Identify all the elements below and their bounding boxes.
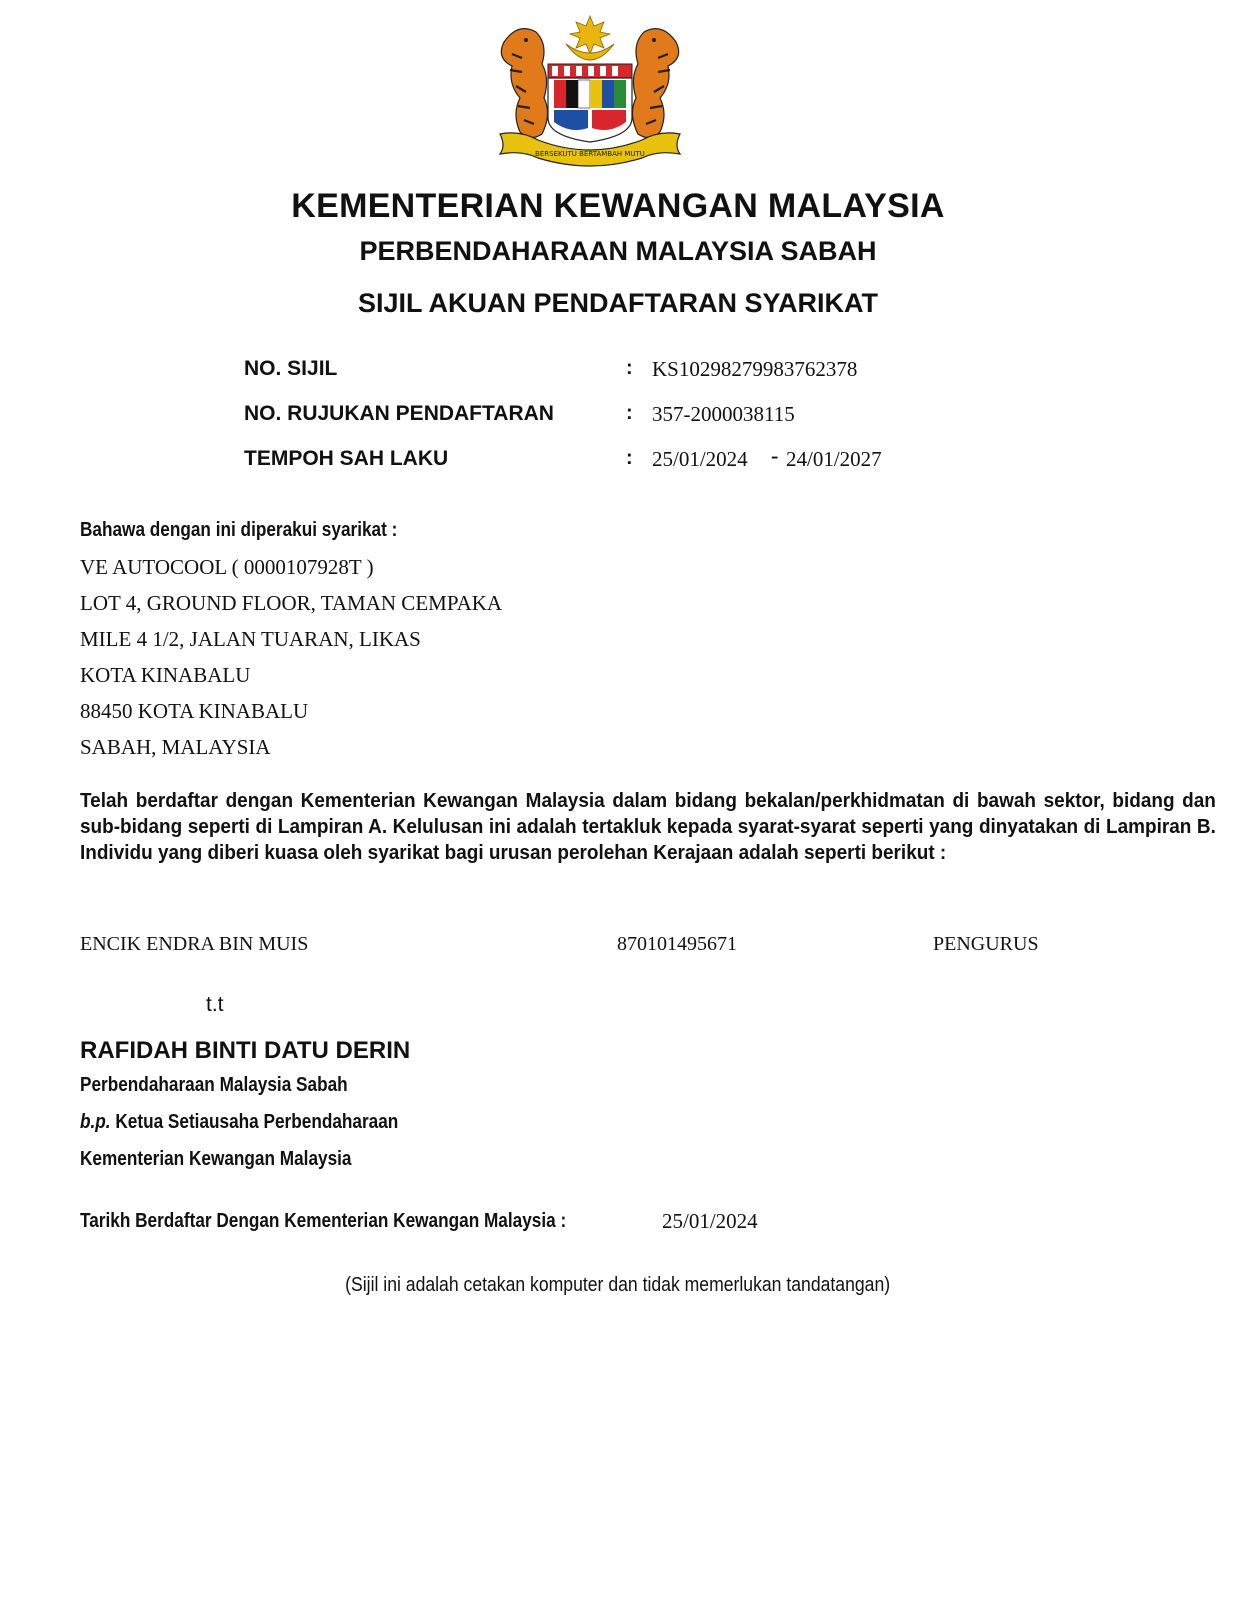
signatory-office: Perbendaharaan Malaysia Sabah bbox=[80, 1074, 348, 1096]
tempoh-label: TEMPOH SAH LAKU bbox=[244, 447, 449, 470]
colon-separator: : bbox=[626, 357, 633, 379]
no-rujukan-label: NO. RUJUKAN PENDAFTARAN bbox=[244, 402, 554, 425]
no-sijil-value: KS10298279983762378 bbox=[652, 357, 858, 381]
star-icon bbox=[570, 16, 610, 54]
left-tiger-icon bbox=[501, 29, 547, 138]
registration-date-value: 25/01/2024 bbox=[662, 1209, 758, 1233]
declaration-text: Bahawa dengan ini diperakui syarikat : bbox=[80, 519, 398, 541]
right-tiger-icon bbox=[632, 29, 678, 138]
treasury-title: PERBENDAHARAAN MALAYSIA SABAH bbox=[359, 236, 877, 266]
colon-separator: : bbox=[626, 447, 633, 469]
tempoh-separator: - bbox=[771, 443, 779, 468]
registration-date-label: Tarikh Berdaftar Dengan Kementerian Kewangan Malaysia : bbox=[80, 1210, 567, 1232]
bp-abbrev: b.p. bbox=[80, 1111, 111, 1133]
coat-of-arms-logo bbox=[490, 14, 690, 170]
tempoh-to-value: 24/01/2027 bbox=[786, 447, 882, 471]
certificate-title: SIJIL AKUAN PENDAFTARAN SYARIKAT bbox=[357, 288, 879, 318]
authorized-name: ENCIK ENDRA BIN MUIS bbox=[80, 933, 309, 955]
computer-print-note bbox=[0, 1274, 1236, 1297]
ministry-title: KEMENTERIAN KEWANGAN MALAYSIA bbox=[291, 187, 945, 225]
signatory-name: RAFIDAH BINTI DATU DERIN bbox=[80, 1037, 411, 1064]
tempoh-from-value: 25/01/2024 bbox=[652, 447, 748, 471]
address-line: MILE 4 1/2, JALAN TUARAN, LIKAS bbox=[80, 627, 421, 651]
authorized-id: 870101495671 bbox=[617, 933, 737, 955]
on-behalf-title: Ketua Setiausaha Perbendaharaan bbox=[115, 1111, 399, 1133]
no-rujukan-value: 357-2000038115 bbox=[652, 402, 795, 426]
authorized-position: PENGURUS bbox=[933, 933, 1039, 955]
address-line: KOTA KINABALU bbox=[80, 663, 251, 687]
signatory-ministry: Kementerian Kewangan Malaysia bbox=[80, 1148, 352, 1170]
svg-text:BERSEKUTU BERTAMBAH MUTU: BERSEKUTU BERTAMBAH MUTU bbox=[535, 150, 645, 158]
colon-separator: : bbox=[626, 402, 633, 424]
shield-emblem bbox=[548, 64, 632, 142]
address-line: LOT 4, GROUND FLOOR, TAMAN CEMPAKA bbox=[80, 591, 503, 615]
address-line: SABAH, MALAYSIA bbox=[80, 735, 271, 759]
no-sijil-label: NO. SIJIL bbox=[244, 357, 338, 380]
computer-print-note-text: (Sijil ini adalah cetakan komputer dan tidak memerlukan tandatangan) bbox=[345, 1274, 891, 1296]
address-line: 88450 KOTA KINABALU bbox=[80, 699, 309, 723]
signature-tt: t.t bbox=[206, 993, 224, 1016]
signatory-on-behalf bbox=[80, 1111, 398, 1134]
company-name: VE AUTOCOOL ( 0000107928T ) bbox=[80, 555, 374, 579]
registration-statement: Telah berdaftar dengan Kementerian Kewangan Malaysia dalam bidang bekalan/perkhidmatan di bawah sektor, bidang dan sub-bidang seperti di Lampiran A. Kelulusan ini adalah tertakluk kepada syarat-syarat seperti yang dinyatakan di Lampiran B. Individu yang diberi kuasa oleh syarikat bagi urusan perolehan Kerajaan adalah seperti berikut : bbox=[80, 789, 1216, 864]
